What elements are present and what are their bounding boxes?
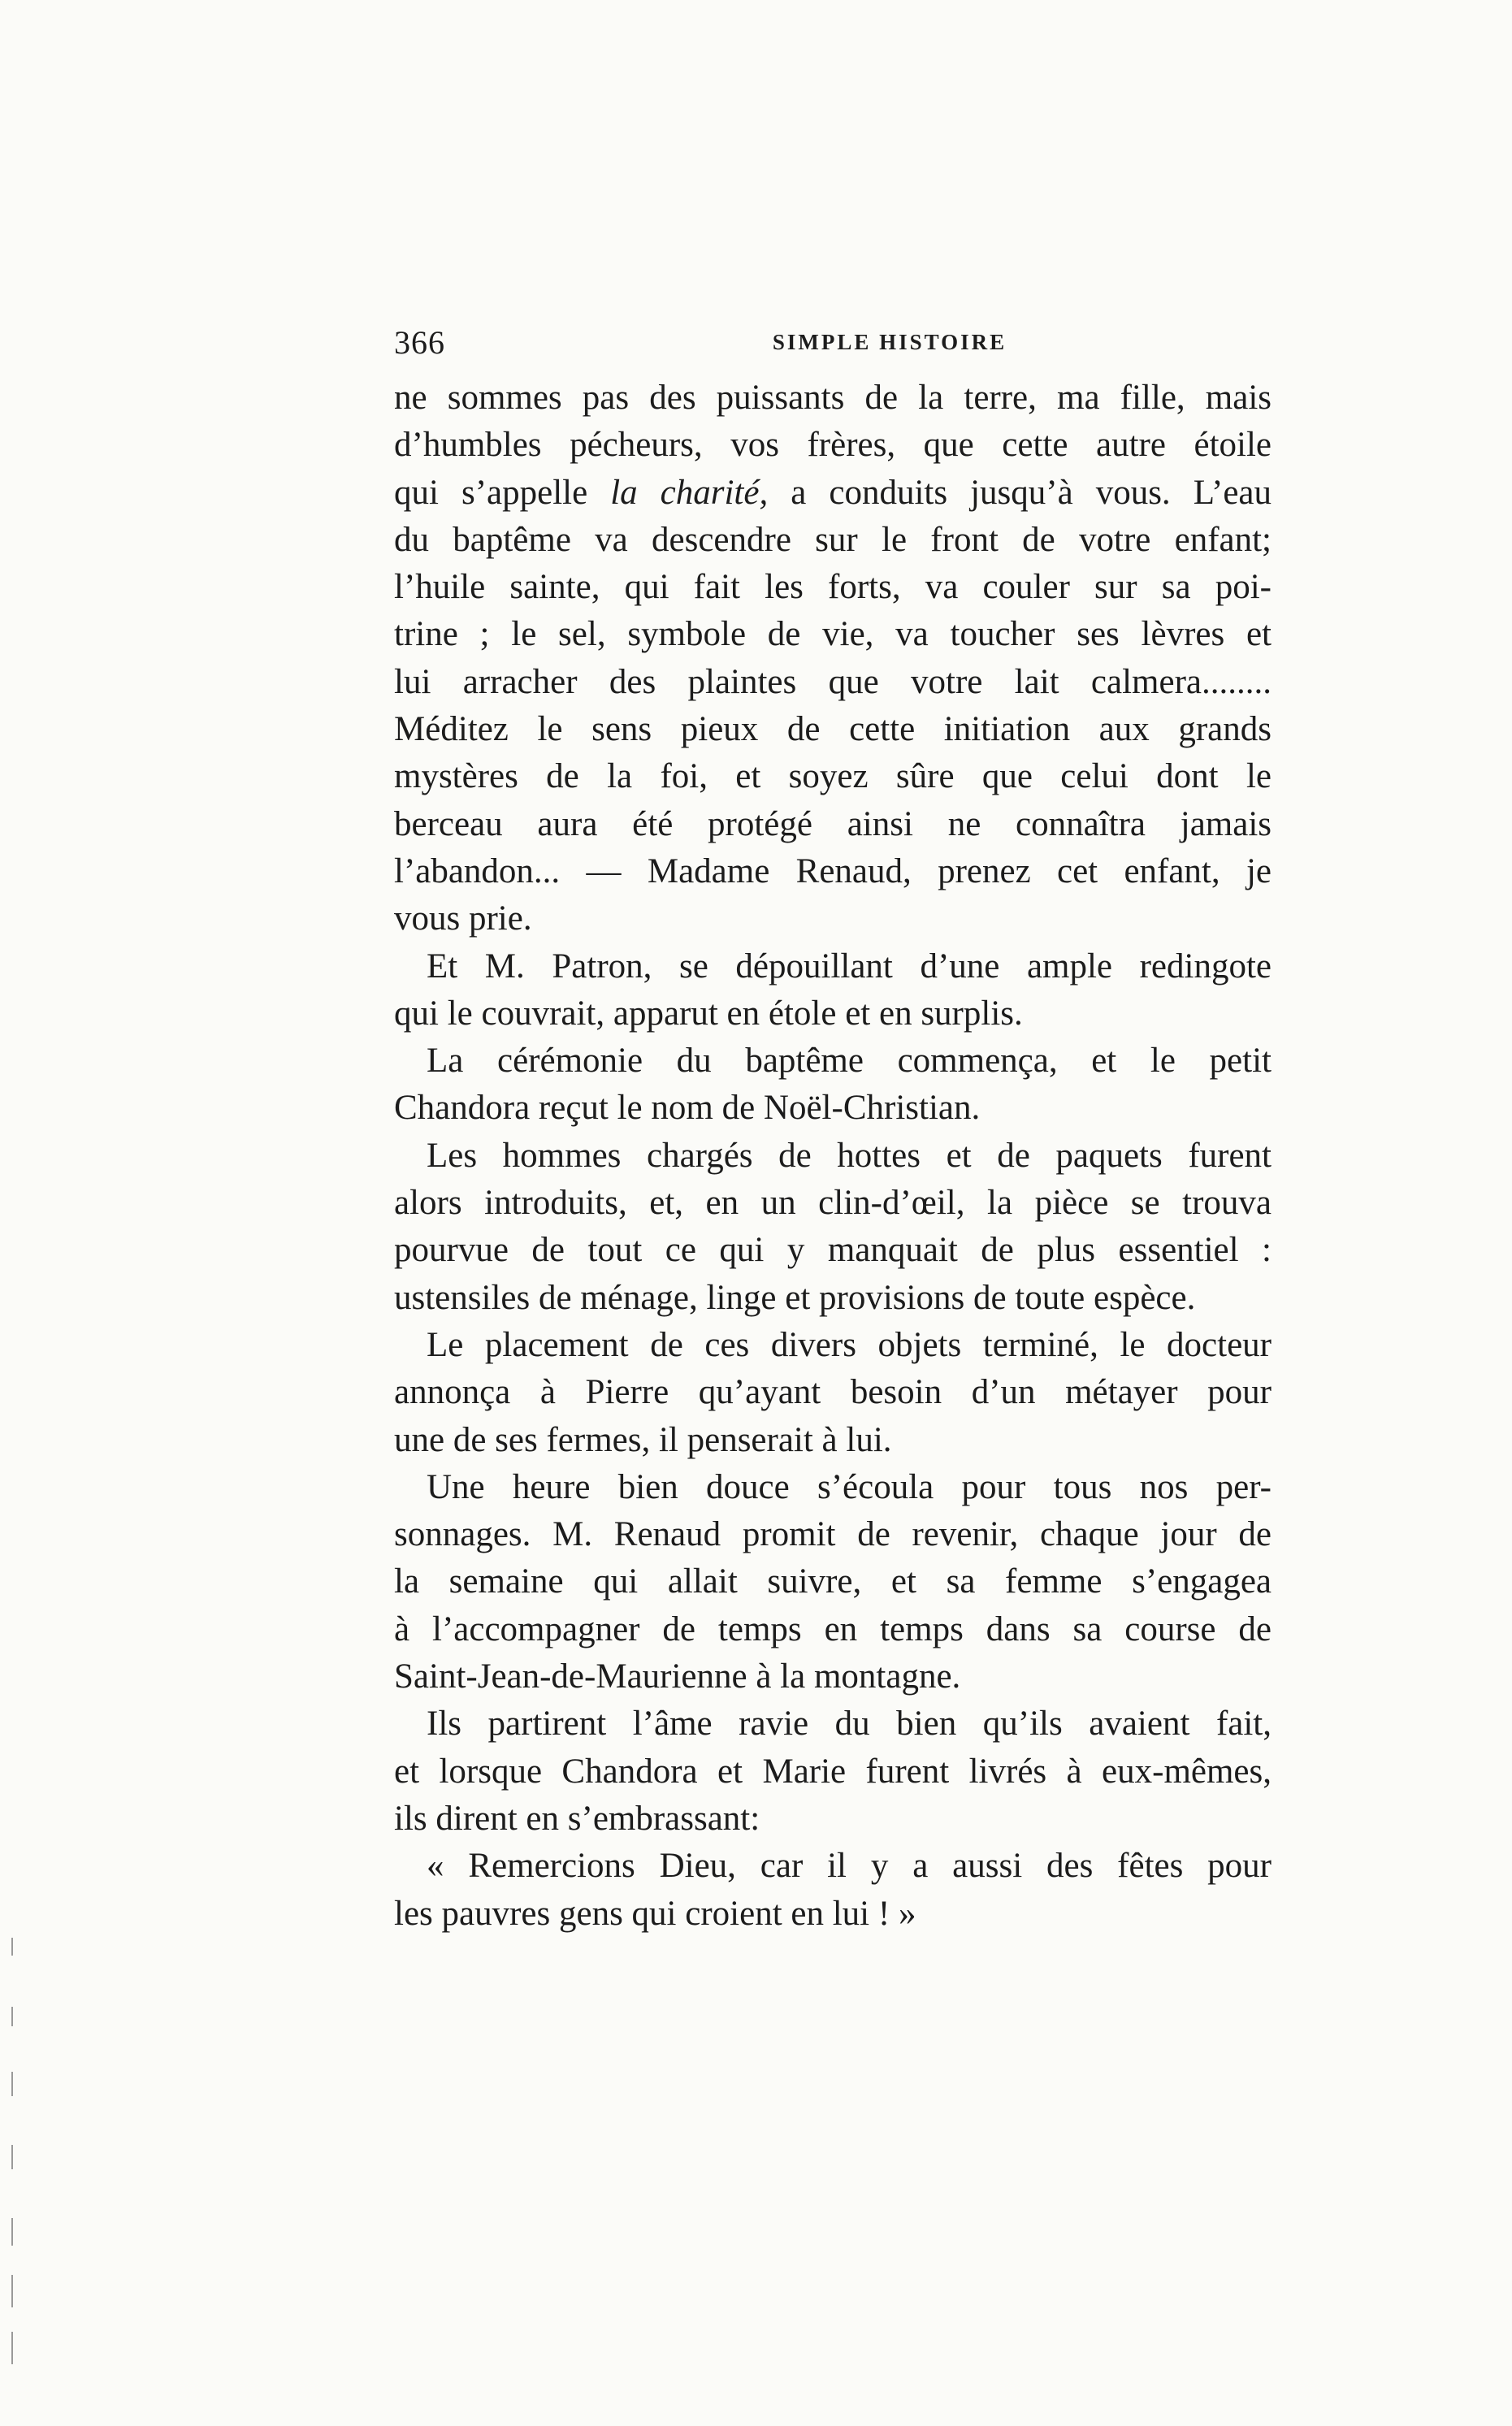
- text-run: qui s’appelle: [394, 473, 588, 512]
- text-line: et lorsque Chandora et Marie furent livrés à eux-mêmes,: [394, 1752, 1272, 1791]
- scan-margin-mark: [11, 2332, 13, 2364]
- text-line: berceau aura été protégé ainsi ne connaîtra jamais: [394, 804, 1272, 843]
- page-number: 366: [394, 324, 445, 361]
- text-line: sonnages. M. Renaud promit de revenir, chaque jour de: [394, 1515, 1272, 1554]
- scan-margin-mark: [11, 1938, 13, 1956]
- text-line: à l’accompagner de temps en temps dans sa course de: [394, 1609, 1272, 1648]
- text-line: Le placement de ces divers objets terminé, le docteur: [427, 1325, 1272, 1364]
- text-line: Les hommes chargés de hottes et de paquets furent: [427, 1136, 1272, 1175]
- text-line: trine ; le sel, symbole de vie, va toucher ses lèvres et: [394, 615, 1272, 654]
- text-line: pourvue de tout ce qui y manquait de plus essentiel :: [394, 1231, 1272, 1270]
- page-header: [394, 323, 1272, 372]
- text-line: Saint-Jean-de-Maurienne à la montagne.: [394, 1657, 961, 1696]
- text-line: alors introduits, et, en un clin-d’œil, la pièce se trouva: [394, 1184, 1272, 1223]
- text-line: annonça à Pierre qu’ayant besoin d’un métayer pour: [394, 1373, 1272, 1412]
- text-line: ne sommes pas des puissants de la terre, ma fille, mais: [394, 379, 1272, 417]
- text-line: La cérémonie du baptême commença, et le petit: [427, 1042, 1272, 1081]
- text-line: vous prie.: [394, 899, 532, 938]
- text-line: qui le couvrait, apparut en étole et en surplis.: [394, 994, 1023, 1033]
- scan-margin-mark: [11, 2275, 13, 2307]
- scan-margin-mark: [11, 2218, 13, 2246]
- scan-margin-mark: [11, 2145, 13, 2169]
- text-line: du baptême va descendre sur le front de votre enfant;: [394, 520, 1272, 559]
- running-title: SIMPLE HISTOIRE: [772, 330, 1007, 354]
- text-line: les pauvres gens qui croient en lui ! »: [394, 1894, 916, 1933]
- text-line: [394, 470, 1272, 517]
- text-line: « Remercions Dieu, car il y a aussi des fêtes pour: [427, 1847, 1272, 1886]
- text-line: ils dirent en s’embrassant:: [394, 1799, 760, 1838]
- scan-margin-mark: [11, 2072, 13, 2096]
- text-line: Et M. Patron, se dépouillant d’une ample redingote: [427, 947, 1272, 986]
- text-line: l’abandon... — Madame Renaud, prenez cet enfant, je: [394, 851, 1272, 890]
- text-line: la semaine qui allait suivre, et sa femme s’engagea: [394, 1562, 1272, 1601]
- italic-phrase: la charité,: [610, 473, 769, 512]
- text-line: d’humbles pécheurs, vos frères, que cette autre étoile: [394, 426, 1272, 465]
- body-text: [394, 375, 1272, 1938]
- text-line: Ils partirent l’âme ravie du bien qu’ils avaient fait,: [427, 1705, 1272, 1744]
- text-line: Une heure bien douce s’écoula pour tous nos per-: [427, 1467, 1272, 1506]
- text-run: a conduits jusqu’à vous. L’eau: [791, 473, 1272, 512]
- text-line: ustensiles de ménage, linge et provisions de toute espèce.: [394, 1278, 1196, 1317]
- text-line: une de ses fermes, il penserait à lui.: [394, 1420, 892, 1459]
- text-line: mystères de la foi, et soyez sûre que celui dont le: [394, 757, 1272, 796]
- text-line: Méditez le sens pieux de cette initiation aux grands: [394, 710, 1272, 749]
- text-line: Chandora reçut le nom de Noël-Christian.: [394, 1089, 981, 1128]
- text-line: l’huile sainte, qui fait les forts, va couler sur sa poi-: [394, 568, 1272, 607]
- text-line: lui arracher des plaintes que votre lait calmera........: [394, 662, 1272, 701]
- scan-margin-mark: [11, 2007, 13, 2026]
